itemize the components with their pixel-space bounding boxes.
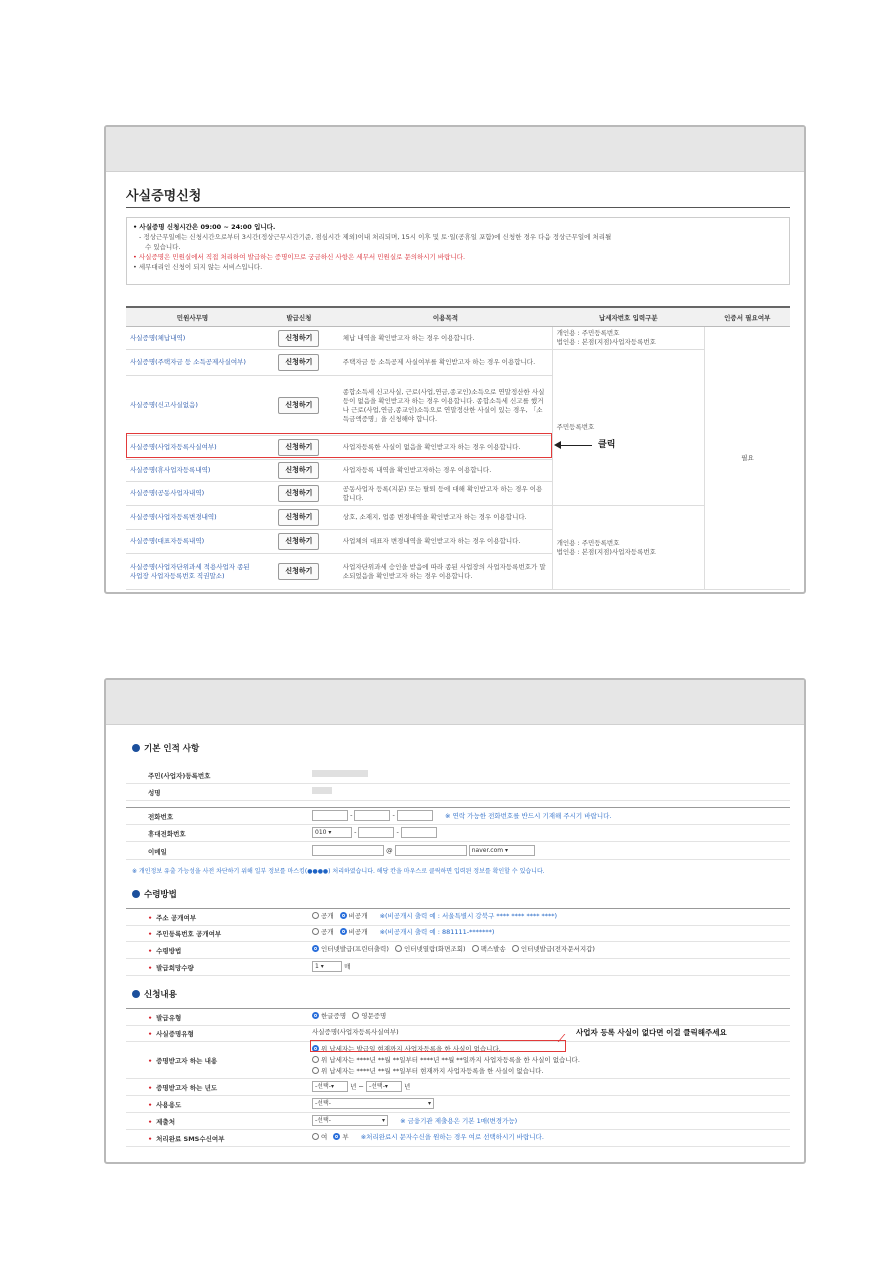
cert-required: 필요 <box>705 327 790 590</box>
purpose-text: 종합소득세 신고사실, 근로(사업,연금,종교인)소득으로 연말정산한 사실 등이 없음을 확인받고자 하는 경우 이용합니다. 종합소득세 신고를 했거나 근로(사업,연금,종교인)소득으로 연말정산한 사실이 있는 경우, 「소득금액증명」을 신청해야 합니다. <box>339 376 552 436</box>
radio-label: 여 <box>321 1133 328 1141</box>
recv-radio[interactable] <box>395 945 402 952</box>
usage-select[interactable]: -선택- ▾ <box>312 1098 434 1109</box>
service-name-link[interactable]: 사실증명(체납내역) <box>126 327 259 350</box>
purpose-text: 사업자등록 내역을 확인받고자하는 경우 이용합니다. <box>339 460 552 482</box>
service-name-link[interactable]: 사실증명(대표자등록내역) <box>126 530 259 554</box>
field-label: 발급희망수량 <box>156 964 194 972</box>
mobile-prefix-value: 010 <box>315 829 327 836</box>
phone-input-2[interactable] <box>354 810 390 821</box>
submit-note: ※ 금융기관 제출용은 기본 1매(변경가능) <box>400 1116 518 1125</box>
field-label: 증명받고자 하는 내용 <box>156 1057 218 1065</box>
year-from-select[interactable]: -선택-▾ <box>312 1081 348 1092</box>
field-label: 증명받고자 하는 년도 <box>156 1084 218 1092</box>
masked-value <box>312 787 332 794</box>
purpose-text: 공동사업자 등록(지분) 또는 탈퇴 등에 대해 확인받고자 하는 경우 이용합니다. <box>339 482 552 506</box>
field-label: 전화번호 <box>148 813 174 821</box>
field-label: 주소 공개여부 <box>156 914 197 922</box>
form-row: 전화번호 - - ※ 연락 가능한 전화번호를 반드시 기재해 주시기 바랍니다. <box>126 807 790 825</box>
page-title: 사실증명신청 <box>126 189 202 204</box>
apply-button[interactable]: 신청하기 <box>278 485 319 502</box>
type-english-radio[interactable] <box>352 1012 359 1019</box>
form-row: • 사실증명유형 사실증명(사업자등록사실여부) <box>126 1025 790 1042</box>
year-to-select[interactable]: -선택-▾ <box>366 1081 402 1092</box>
notice-box <box>126 217 790 285</box>
apply-button[interactable]: 신청하기 <box>278 533 319 550</box>
click-annotation: 사업자 등록 사실이 없다면 이걸 클릭해주세요 <box>576 1028 727 1037</box>
radio-label: 비공개 <box>348 912 368 920</box>
select-value: -선택- <box>368 1083 385 1090</box>
radio-label: 위 납세자는 ****년 **월 **일부터 ****년 **월 **일까지 사업자등록을 한 사실이 없습니다. <box>321 1056 580 1064</box>
copies-select[interactable]: 1 ▾ <box>312 961 342 972</box>
select-value: -선택- <box>315 1100 331 1107</box>
email-domain-input[interactable] <box>395 845 467 856</box>
fact-certificate-list-screenshot <box>104 125 806 594</box>
addr-public-radio[interactable] <box>312 912 319 919</box>
sms-note: ※처리완료시 문자수신을 원하는 경우 여로 선택하시기 바랍니다. <box>360 1133 544 1141</box>
service-name-link[interactable]: 사실증명(사업자단위과세 적용사업자 종된사업장 사업자등록번호 직권말소) <box>126 554 259 590</box>
field-label: 사실증명유형 <box>156 1030 194 1038</box>
radio-label: 팩스발송 <box>480 945 506 953</box>
recv-radio[interactable] <box>312 945 319 952</box>
mobile-input-3[interactable] <box>401 827 437 838</box>
year-unit: 년 ~ <box>350 1082 364 1091</box>
type-korean-radio[interactable] <box>312 1012 319 1019</box>
purpose-text: 체납 내역을 확인받고자 하는 경우 이용합니다. <box>339 327 552 350</box>
field-label: 제출처 <box>156 1118 175 1126</box>
apply-button[interactable]: 신청하기 <box>278 462 319 479</box>
privacy-note: ※ 개인정보 유출 가능성을 사전 차단하기 위해 일부 정보를 마스킹(●●●●) 처리하였습니다. 해당 칸을 마우스로 클릭하면 입력된 정보를 확인할 수 있습니다. <box>132 868 545 875</box>
form-row: • 주소 공개여부 공개 비공개 ※(비공개시 출력 예 : 서울특별시 강북구 **** **** **** ****) <box>126 908 790 926</box>
recv-radio[interactable] <box>512 945 519 952</box>
purpose-text: 주택자금 등 소득공제 사실여부를 확인받고자 하는 경우 이용합니다. <box>339 350 552 376</box>
tax-id-type: 주민등록번호 <box>552 350 704 506</box>
radio-label: 공개 <box>321 912 334 920</box>
notice-line: 수 있습니다. <box>145 243 181 251</box>
email-domain-select[interactable]: naver.com ▾ <box>469 845 535 856</box>
arrow-icon <box>556 445 592 446</box>
copies-value: 1 <box>315 963 319 970</box>
section-bullet-icon <box>132 990 140 998</box>
apply-button[interactable]: 신청하기 <box>278 354 319 371</box>
notice-line: • 사실증명은 민원실에서 직접 처리하여 발급하는 증명이므로 궁금하신 사항은 세무서 민원실로 문의하시기 바랍니다. <box>133 253 466 261</box>
form-row: • 수령방법 인터넷발급(프린터출력) 인터넷열람(화면조회) 팩스발송 인터넷발급(전자문서지갑) <box>126 942 790 959</box>
apply-button[interactable]: 신청하기 <box>278 439 319 456</box>
year-unit: 년 <box>404 1082 411 1091</box>
application-form-screenshot <box>104 678 806 1164</box>
addr-note: ※(비공개시 출력 예 : 서울특별시 강북구 **** **** **** ****) <box>379 912 558 920</box>
select-value: -선택- <box>315 1083 331 1090</box>
field-label: 성명 <box>148 789 161 797</box>
section-bullet-icon <box>132 890 140 898</box>
section-bullet-icon <box>132 744 140 752</box>
email-domain-value: naver.com <box>471 847 504 854</box>
sms-yes-radio[interactable] <box>312 1133 319 1140</box>
purpose-text: 사업자단위과세 승인을 받음에 따라 종된 사업장의 사업자등록번호가 말소되었음을 확인받고자 하는 경우 이용합니다. <box>339 554 552 590</box>
apply-button[interactable]: 신청하기 <box>278 509 319 526</box>
phone-note: ※ 연락 가능한 전화번호를 반드시 기재해 주시기 바랍니다. <box>445 811 612 820</box>
radio-label: 인터넷발급(프린터출력) <box>321 945 389 953</box>
email-id-input[interactable] <box>312 845 384 856</box>
copies-unit: 매 <box>344 962 351 971</box>
tax-id-type: 개인용 : 주민등록번호 법인용 : 본점(지점)사업자등록번호 <box>552 506 704 590</box>
radio-label: 한글증명 <box>321 1012 347 1020</box>
form-row: • 증명받고자 하는 내용 위 납세자는 발급일 현재까지 사업자등록을 한 사실이 없습니다. 위 납세자는 ****년 **월 **일부터 ****년 **월 **일까지 사업자등록을 한 사실이 없습니다. 위 납세자는 ****년 **월 **일부터 현재까지 사업자등록을 한 사실이 없습니다. <box>126 1042 790 1079</box>
form-row <box>126 784 790 801</box>
section-title-basic <box>132 742 199 754</box>
email-at-sign: @ <box>386 846 393 855</box>
rrn-note: ※(비공개시 출력 예 : 881111-*******) <box>379 928 495 936</box>
section-title-receive <box>132 888 177 900</box>
service-name-link[interactable]: 사실증명(사업자등록변경내역) <box>126 506 259 530</box>
submit-select[interactable]: -선택- ▾ <box>312 1115 388 1126</box>
highlight-box <box>126 433 552 458</box>
tax-id-type: 개인용 : 주민등록번호 법인용 : 본점(지점)사업자등록번호 <box>552 327 704 350</box>
field-label: 이메일 <box>148 848 167 856</box>
radio-label: 위 납세자는 발급일 현재까지 사업자등록을 한 사실이 없습니다. <box>321 1045 501 1053</box>
service-name-link[interactable]: 사실증명(신고사실없음) <box>126 376 259 436</box>
table-row <box>126 506 790 530</box>
service-name-link[interactable]: 사실증명(사업자등록사실여부) <box>126 436 259 460</box>
radio-label: 위 납세자는 ****년 **월 **일부터 현재까지 사업자등록을 한 사실이 없습니다. <box>321 1067 544 1075</box>
apply-button[interactable]: 신청하기 <box>278 397 319 414</box>
cert-type-value: 사실증명(사업자등록사실여부) <box>312 1028 399 1036</box>
form-row: • 발급유형 한글증명 영문증명 <box>126 1008 790 1026</box>
phone-input-1[interactable] <box>312 810 348 821</box>
form-row: • 주민등록번호 공개여부 공개 비공개 ※(비공개시 출력 예 : 881111-*******) <box>126 925 790 942</box>
section-title-text: 수령방법 <box>144 890 177 900</box>
service-name-link[interactable]: 사실증명(휴사업자등록내역) <box>126 460 259 482</box>
content-radio[interactable] <box>312 1056 319 1063</box>
field-label: 휴대전화번호 <box>148 830 186 838</box>
masked-value <box>312 770 368 777</box>
form-row: • 제출처 -선택- ▾ ※ 금융기관 제출용은 기본 1매(변경가능) <box>126 1113 790 1130</box>
notice-line: • 세무대리인 신청이 되지 않는 서비스입니다. <box>133 263 263 271</box>
service-name-link[interactable]: 사실증명(공동사업자내역) <box>126 482 259 506</box>
field-label: 처리완료 SMS수신여부 <box>156 1135 225 1143</box>
form-row: 휴대전화번호 010 ▾ - - <box>126 825 790 842</box>
table-row <box>126 327 790 350</box>
radio-label: 공개 <box>321 928 334 936</box>
apply-button[interactable]: 신청하기 <box>278 330 319 347</box>
field-label: 사용용도 <box>156 1101 182 1109</box>
form-row <box>126 843 790 860</box>
notice-line: • 사실증명 신청시간은 09:00 ~ 24:00 입니다. <box>133 223 276 231</box>
mobile-input-2[interactable] <box>358 827 394 838</box>
radio-label: 부 <box>342 1133 349 1141</box>
select-value: -선택- <box>315 1117 331 1124</box>
column-header: 이용목적 <box>339 307 552 327</box>
content-radio[interactable] <box>312 1067 319 1074</box>
section-title-request <box>132 988 177 1000</box>
form-row: • 사용용도 -선택- ▾ <box>126 1096 790 1113</box>
purpose-text: 사업체의 대표자 변경내역을 확인받고자 하는 경우 이용합니다. <box>339 530 552 554</box>
column-header: 민원사무명 <box>126 307 259 327</box>
radio-label: 영문증명 <box>361 1012 387 1020</box>
highlight-box <box>310 1040 566 1052</box>
radio-label: 인터넷열람(화면조회) <box>403 945 466 953</box>
column-header: 납세자번호 입력구분 <box>552 307 704 327</box>
phone-input-3[interactable] <box>397 810 433 821</box>
radio-label: 비공개 <box>348 928 368 936</box>
table-row <box>126 350 790 376</box>
recv-radio[interactable] <box>472 945 479 952</box>
click-annotation: 클릭 <box>598 440 616 450</box>
section-title-text: 신청내용 <box>144 990 177 1000</box>
sms-no-radio[interactable] <box>333 1133 340 1140</box>
service-name-link[interactable]: 사실증명(주택자금 등 소득공제사실여부) <box>126 350 259 376</box>
form-row: • 발급희망수량 1 ▾ 매 <box>126 959 790 976</box>
form-row: • 증명받고자 하는 년도 -선택-▾ 년 ~ -선택-▾ 년 <box>126 1079 790 1096</box>
form-row: • 처리완료 SMS수신여부 여 부 ※처리완료시 문자수신을 원하는 경우 여로 선택하시기 바랍니다. <box>126 1130 790 1147</box>
field-label: 수령방법 <box>156 947 182 955</box>
rrn-private-radio[interactable] <box>340 928 347 935</box>
apply-button[interactable]: 신청하기 <box>278 563 319 580</box>
field-label: 주민등록번호 공개여부 <box>156 930 222 938</box>
column-header: 인증서 필요여부 <box>705 307 790 327</box>
purpose-text: 사업자등록한 사실이 없음을 확인받고자 하는 경우 이용합니다. <box>339 436 552 460</box>
form-row <box>126 767 790 784</box>
mobile-prefix-select[interactable]: 010 ▾ <box>312 827 352 838</box>
field-label: 발급유형 <box>156 1014 182 1022</box>
window-header-bar <box>106 680 804 725</box>
notice-line: - 정상근무일에는 신청시간으로부터 3시간(정상근무시간기준, 점심시간 제외)이내 처리되며, 15시 이후 및 토·일(공휴일 포함)에 신청한 경우 다음 정상근무일에 처리될 <box>139 233 612 241</box>
section-title-text: 기본 인적 사항 <box>144 744 200 754</box>
addr-private-radio[interactable] <box>340 912 347 919</box>
title-divider <box>126 207 790 208</box>
radio-label: 인터넷발급(전자문서지갑) <box>520 945 595 953</box>
purpose-text: 상호, 소재지, 업종 변경내역을 확인받고자 하는 경우 이용합니다. <box>339 506 552 530</box>
field-label: 주민(사업자)등록번호 <box>148 772 211 780</box>
rrn-public-radio[interactable] <box>312 928 319 935</box>
window-header-bar <box>106 127 804 172</box>
column-header: 발급신청 <box>259 307 339 327</box>
